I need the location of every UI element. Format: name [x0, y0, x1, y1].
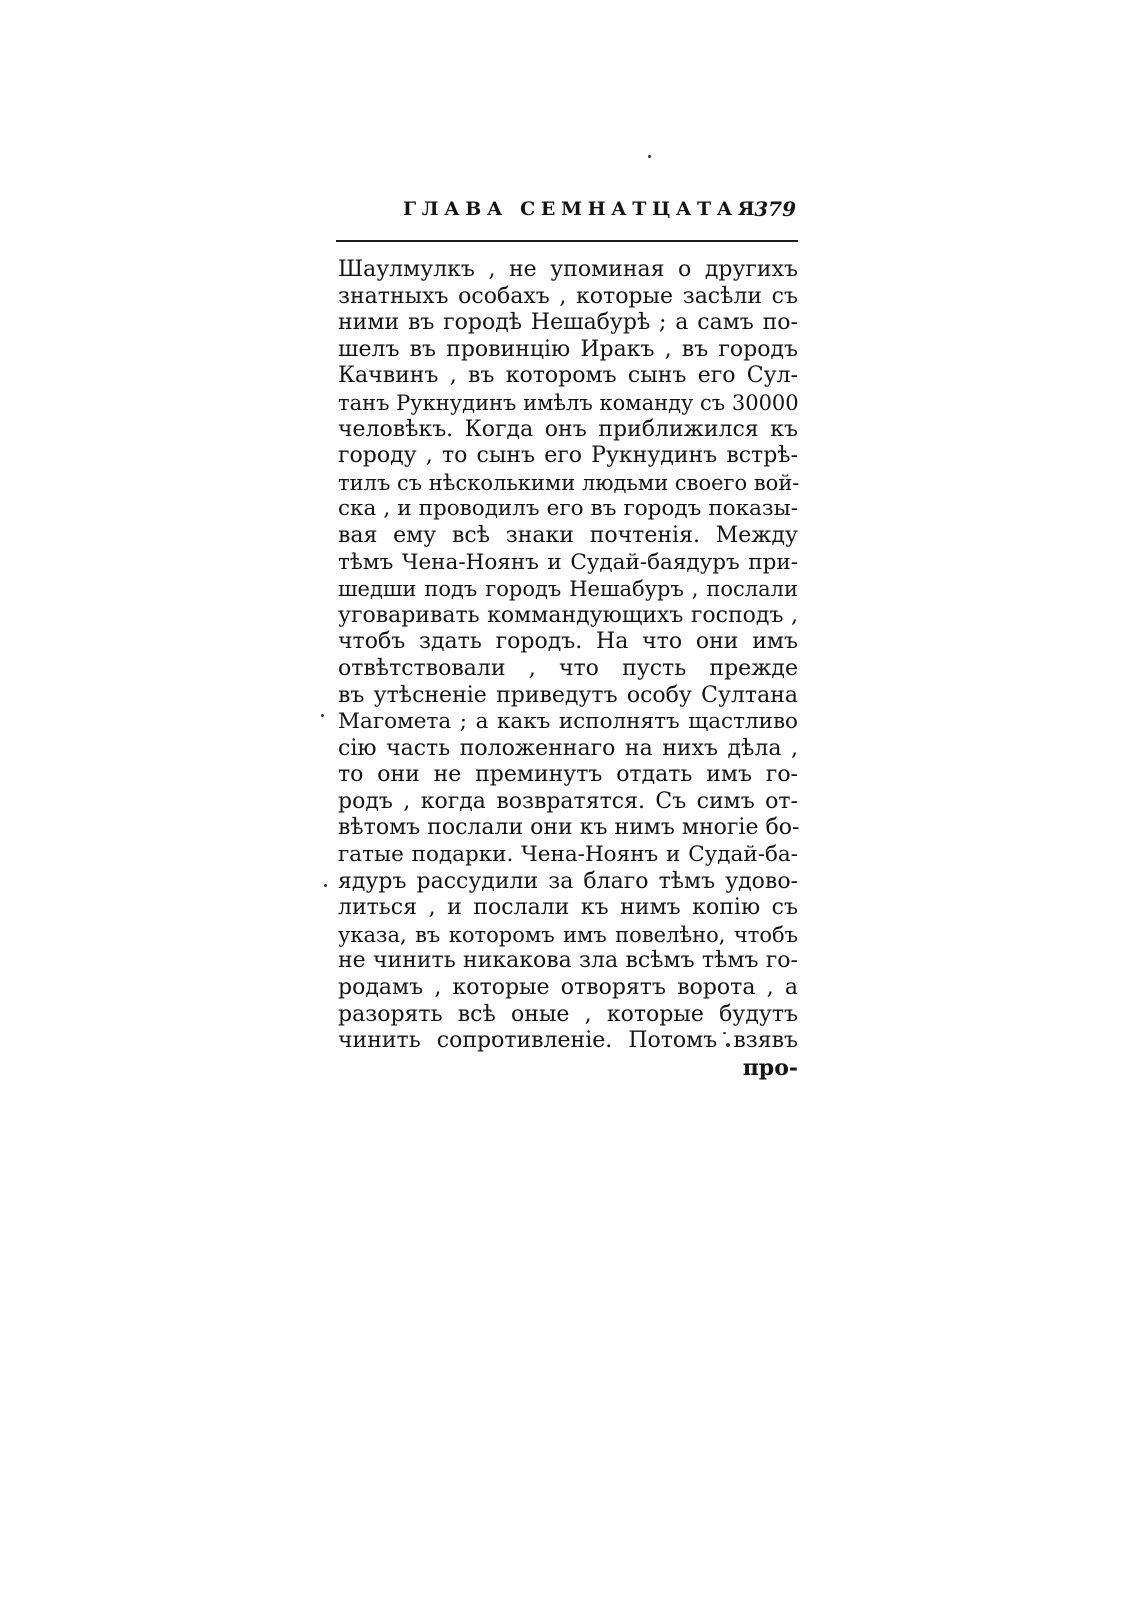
- text-line: указа, въ которомъ имъ повелѣно, чтобъ: [338, 922, 798, 947]
- paper-speck: [324, 884, 327, 887]
- paper-speck: [648, 155, 651, 158]
- text-line: вѣтомъ послали они къ нимъ многіе бо-: [338, 815, 800, 841]
- text-line: вая ему всѣ знаки почтенія. Между: [338, 522, 798, 548]
- text-line: шелъ въ провинцію Иракъ , въ городъ: [338, 336, 798, 362]
- text-line: не чинить никакова зла всѣмъ тѣмъ го-: [338, 948, 798, 974]
- text-line: въ утѣсненіе приведутъ особу Султана: [338, 682, 798, 708]
- text-line: родъ , когда возвратятся. Съ симъ от-: [338, 788, 798, 814]
- text-line: ядуръ рассудили за благо тѣмъ удово-: [338, 868, 798, 894]
- text-line: разорять всѣ оные , которые будутъ: [338, 1001, 798, 1027]
- text-line: Магомета ; а какъ исполнятъ щастливо: [338, 709, 798, 735]
- text-line: сію часть положеннаго на нихъ дѣла ,: [338, 735, 798, 761]
- text-line: тилъ съ нѣсколькими людьми своего вой-: [338, 470, 800, 495]
- text-line: человѣкъ. Когда онъ приближился къ: [338, 416, 798, 442]
- running-title: ГЛАВА СЕМНАТЦАТАЯ: [403, 198, 761, 220]
- catchword: про-: [742, 1054, 798, 1081]
- page-header: [403, 196, 796, 222]
- text-line: ними въ городѣ Нешабурѣ ; а самъ по-: [338, 310, 798, 336]
- text-line: Шаулмулкъ , не упоминая о другихъ: [338, 257, 798, 282]
- text-line: то они не преминутъ отдать имъ го-: [338, 762, 798, 788]
- text-line: литься , и послали къ нимъ копію съ: [338, 895, 798, 921]
- text-line: ска , и проводилъ его въ городъ показы-: [338, 496, 798, 522]
- text-line: гатые подарки. Чена-Ноянъ и Судай-ба-: [338, 842, 798, 868]
- paper-speck: [321, 714, 324, 717]
- text-line: тѣмъ Чена-Ноянъ и Судай-баядуръ при-: [338, 549, 798, 575]
- text-line: уговаривать коммандующихъ господъ ,: [338, 602, 798, 628]
- text-line: Качвинъ , въ которомъ сынъ его Сул-: [338, 363, 798, 389]
- body-text: [338, 257, 798, 1081]
- text-line: шедши подъ городъ Нешабуръ , послали: [338, 577, 798, 602]
- text-line: чтобъ здать городъ. На что они имъ: [338, 629, 798, 655]
- text-line: городу , то сынъ его Рукнудинъ встрѣ-: [338, 443, 798, 469]
- text-line: чинить сопротивленіе. Потомъ взявъ: [338, 1028, 798, 1054]
- text-line: танъ Рукнудинъ имѣлъ команду съ 30000: [338, 390, 799, 415]
- header-rule: [336, 240, 798, 242]
- page-number: 379: [754, 197, 796, 221]
- text-line: отвѣтствовали , что пусть прежде: [338, 655, 798, 681]
- text-line: родамъ , которые отворятъ ворота , а: [338, 975, 798, 1001]
- text-line: знатныхъ особахъ , которые засѣли съ: [338, 283, 798, 309]
